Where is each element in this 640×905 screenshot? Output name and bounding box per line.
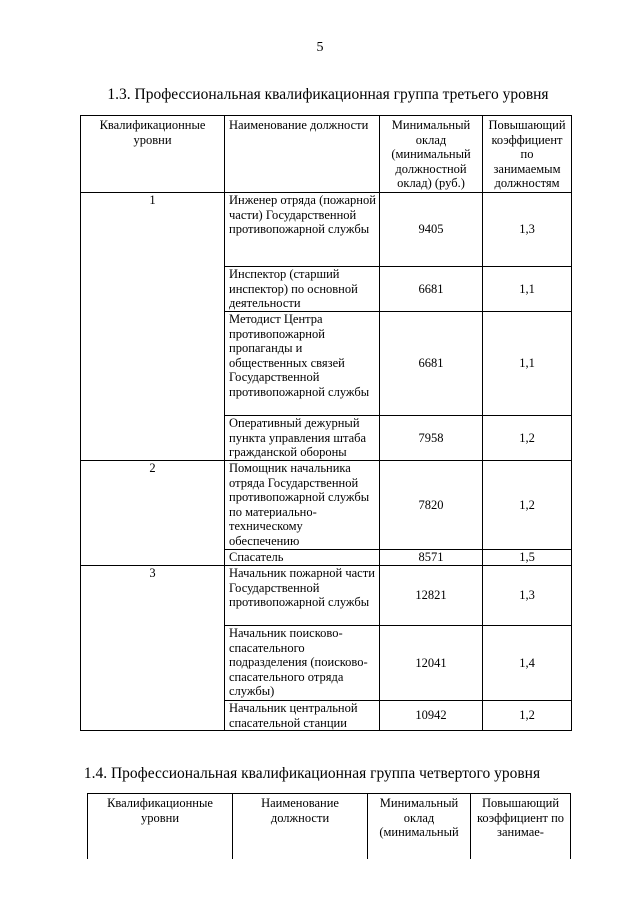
position-cell: Начальник центральной спасательной станции: [225, 701, 380, 731]
coefficient-cell: 1,1: [483, 267, 572, 312]
salary-cell: 7820: [380, 461, 483, 550]
coefficient-cell: 1,3: [483, 566, 572, 626]
coefficient-cell: 1,2: [483, 461, 572, 550]
table-row: [81, 193, 572, 267]
position-cell: Оперативный дежурный пункта управления штаба гражданской обороны: [225, 416, 380, 461]
header-salary: Минимальный оклад (минимальный должностной оклад) (руб.): [380, 116, 483, 193]
coefficient-cell: 1,4: [483, 626, 572, 701]
header-level: Квалификационные уровни: [81, 116, 225, 193]
salary-cell: 7958: [380, 416, 483, 461]
salary-cell: 8571: [380, 550, 483, 566]
table-header-row: [88, 794, 571, 859]
coefficient-cell: 1,3: [483, 193, 572, 267]
coefficient-cell: 1,5: [483, 550, 572, 566]
level-cell: 1: [81, 193, 225, 461]
salary-cell: 10942: [380, 701, 483, 731]
coefficient-cell: 1,2: [483, 701, 572, 731]
salary-cell: 6681: [380, 267, 483, 312]
section-1-3-title: 1.3. Профессиональная квалификационная группа третьего уровня: [107, 86, 549, 103]
position-cell: Спасатель: [225, 550, 380, 566]
coefficient-cell: 1,2: [483, 416, 572, 461]
coefficient-cell: 1,1: [483, 312, 572, 416]
header-salary: Минимальный оклад (минимальный: [368, 794, 471, 859]
position-cell: Начальник поисково-спасательного подразделения (поисково-спасательного отряда службы): [225, 626, 380, 701]
page-number: 5: [316, 40, 324, 55]
section-1-4-title: 1.4. Профессиональная квалификационная группа четвертого уровня: [83, 765, 541, 782]
qualification-table-level-4: [87, 793, 571, 859]
header-level: Квалификационные уровни: [88, 794, 233, 859]
header-coefficient: Повышающий коэффициент по занимае-: [471, 794, 571, 859]
position-cell: Методист Центра противопожарной пропаганды и общественных связей Государственной противопожарной службы: [225, 312, 380, 416]
table-row: [81, 461, 572, 550]
position-cell: Инженер отряда (пожарной части) Государственной противопожарной службы: [225, 193, 380, 267]
position-cell: Начальник пожарной части Государственной противопожарной службы: [225, 566, 380, 626]
salary-cell: 6681: [380, 312, 483, 416]
header-position: Наименование должности: [225, 116, 380, 193]
salary-cell: 12821: [380, 566, 483, 626]
salary-cell: 12041: [380, 626, 483, 701]
position-cell: Помощник начальника отряда Государственной противопожарной службы по материально-техническому обеспечению: [225, 461, 380, 550]
position-cell: Инспектор (старший инспектор) по основной деятельности: [225, 267, 380, 312]
table-row: [81, 566, 572, 626]
table-header-row: [81, 116, 572, 193]
level-cell: 3: [81, 566, 225, 731]
level-cell: 2: [81, 461, 225, 566]
header-position: Наименование должности: [233, 794, 368, 859]
salary-cell: 9405: [380, 193, 483, 267]
header-coefficient: Повышающий коэффициент по занимаемым должностям: [483, 116, 572, 193]
qualification-table-level-3: [80, 115, 572, 731]
